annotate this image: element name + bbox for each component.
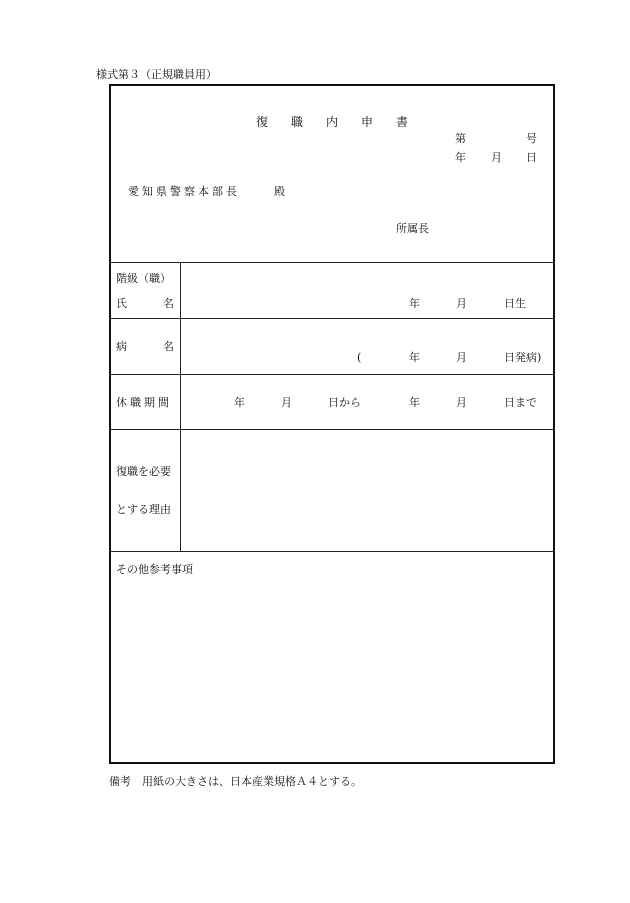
birth-month: 月 (456, 297, 467, 310)
onset-month: 月 (456, 351, 467, 364)
onset-year: 年 (409, 351, 420, 364)
row-divider-5 (111, 551, 553, 552)
title-char-3: 内 (326, 115, 339, 129)
leave-to-month: 月 (456, 396, 467, 409)
title-char-1: 復 (256, 115, 269, 129)
title-char-2: 職 (291, 115, 304, 129)
reason-label-second: とする理由 (116, 503, 171, 516)
form-label: 様式第３（正規職員用） (96, 68, 217, 81)
onset-open-paren: ( (357, 351, 362, 364)
leave-from-day: 日から (328, 396, 361, 409)
reason-label-first: 復職を必要 (116, 465, 171, 478)
name-label-first: 氏 (116, 297, 127, 310)
other-notes-label: その他参考事項 (116, 563, 193, 576)
leave-to-day: 日まで (504, 396, 537, 409)
row-divider-2 (111, 318, 553, 319)
application-form (109, 84, 555, 764)
title-char-5: 書 (396, 115, 409, 129)
sender-title: 所属長 (396, 222, 429, 235)
onset-day: 日発病) (504, 351, 542, 364)
date-year: 年 (455, 151, 466, 164)
label-column-divider (180, 262, 181, 551)
birth-year: 年 (409, 297, 420, 310)
rank-label: 階級（職） (116, 272, 171, 285)
birth-day: 日生 (504, 297, 526, 310)
leave-from-year: 年 (234, 396, 245, 409)
date-month: 月 (491, 151, 502, 164)
date-day: 日 (526, 151, 537, 164)
illness-label-second: 名 (163, 340, 174, 353)
addressee: 愛知県警察本部長 (128, 185, 240, 198)
illness-label-first: 病 (116, 340, 127, 353)
number-prefix: 第 (455, 132, 466, 145)
leave-period-label: 休職期間 (116, 396, 172, 409)
row-divider-3 (111, 374, 553, 375)
leave-from-month: 月 (281, 396, 292, 409)
row-divider-4 (111, 429, 553, 430)
name-label-second: 名 (163, 297, 174, 310)
remarks-note: 備考 用紙の大きさは、日本産業規格Ａ４とする。 (109, 775, 362, 788)
honorific: 殿 (274, 185, 285, 198)
leave-to-year: 年 (409, 396, 420, 409)
row-divider-1 (111, 262, 553, 263)
title-char-4: 申 (361, 115, 374, 129)
number-suffix: 号 (526, 132, 537, 145)
